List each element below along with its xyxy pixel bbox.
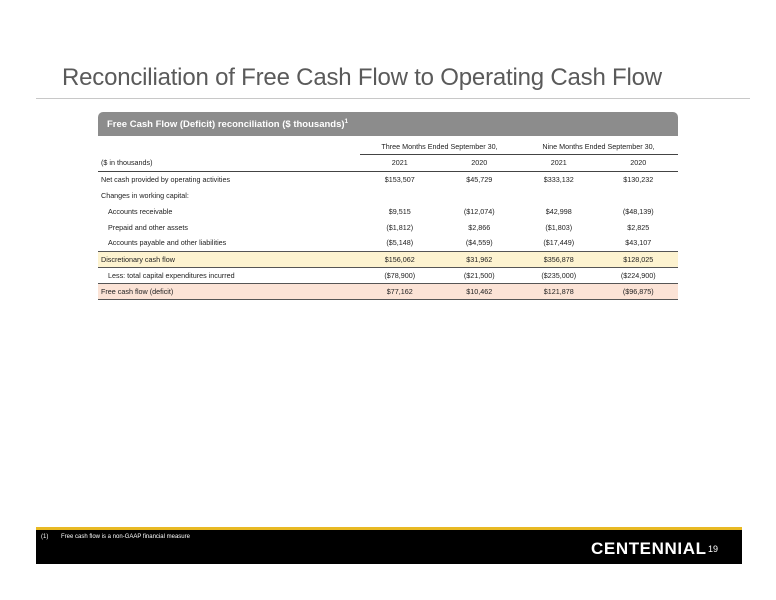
cell-value: ($12,074)	[463, 206, 495, 216]
reconciliation-grid	[98, 136, 678, 300]
footnote-text: Free cash flow is a non-GAAP financial measure	[61, 534, 190, 540]
cell-value: $121,878	[519, 283, 599, 299]
nine-months-header: Nine Months Ended September 30,	[519, 136, 678, 154]
cell-value: $9,515	[388, 206, 411, 216]
footer-bar	[36, 527, 742, 564]
cell-value	[599, 187, 679, 203]
year-header-row	[98, 154, 678, 171]
cell-value: $156,062	[360, 251, 440, 267]
unit-label: ($ in thousands)	[98, 154, 360, 171]
cell-value: $128,025	[599, 251, 679, 267]
row-label: Net cash provided by operating activities	[101, 174, 231, 184]
year-header: 2021	[360, 154, 440, 171]
row-label: Changes in working capital:	[101, 190, 189, 200]
row-label: Less: total capital expenditures incurred	[108, 270, 235, 280]
cell-value: ($5,148)	[386, 238, 414, 248]
cell-value: $10,462	[440, 283, 520, 299]
cell-value	[360, 187, 440, 203]
year-header: 2020	[440, 154, 520, 171]
year-header: 2020	[599, 154, 679, 171]
slide-title: Reconciliation of Free Cash Flow to Operating Cash Flow	[62, 64, 662, 91]
table-row-free-cash-flow	[98, 283, 678, 299]
cell-value: ($235,000)	[541, 270, 577, 280]
title-divider	[36, 98, 750, 99]
cell-value: ($4,559)	[465, 238, 493, 248]
page-number: 19	[708, 544, 719, 554]
period-header-row	[98, 136, 678, 154]
table-row-prepaid-assets	[98, 219, 678, 235]
cell-value: $333,132	[543, 174, 574, 184]
cell-value: $2,866	[468, 222, 491, 232]
footnote-marker: (1)	[41, 534, 49, 540]
cell-value: $153,507	[384, 174, 415, 184]
cell-value: ($1,812)	[386, 222, 414, 232]
fcf-reconciliation-table	[98, 112, 678, 300]
row-label: Prepaid and other assets	[108, 222, 188, 232]
year-header: 2021	[519, 154, 599, 171]
cell-value: $43,107	[625, 238, 652, 248]
table-row-capital-expenditures	[98, 267, 678, 283]
cell-value: $45,729	[466, 174, 493, 184]
period-header-blank	[98, 136, 360, 154]
cell-value: ($48,139)	[622, 206, 654, 216]
table-row-working-capital-heading	[98, 187, 678, 203]
company-logo: CENTENNIAL	[591, 539, 707, 558]
row-label: Discretionary cash flow	[98, 251, 360, 267]
footnote	[41, 534, 190, 540]
table-row-accounts-payable	[98, 235, 678, 251]
table-header-text: Free Cash Flow (Deficit) reconciliation ($ thousands)	[107, 119, 345, 131]
cell-value	[519, 187, 599, 203]
cell-value: $42,998	[545, 206, 572, 216]
footnote-ref: 1	[344, 118, 349, 125]
cell-value: $77,162	[360, 283, 440, 299]
cell-value: ($1,803)	[545, 222, 573, 232]
cell-value	[440, 187, 520, 203]
row-label: Accounts receivable	[108, 206, 173, 216]
table-row-discretionary-cash-flow	[98, 251, 678, 267]
cell-value: ($17,449)	[543, 238, 575, 248]
cell-value: $31,962	[440, 251, 520, 267]
table-header	[98, 112, 678, 134]
row-label: Free cash flow (deficit)	[98, 283, 360, 299]
cell-value: ($21,500)	[463, 270, 495, 280]
cell-value: $2,825	[627, 222, 650, 232]
table-row-accounts-receivable	[98, 203, 678, 219]
three-months-header: Three Months Ended September 30,	[360, 136, 519, 154]
cell-value: ($78,900)	[384, 270, 416, 280]
cell-value: ($224,900)	[620, 270, 656, 280]
cell-value: $130,232	[623, 174, 654, 184]
row-label: Accounts payable and other liabilities	[108, 238, 227, 248]
table-row-net-cash-operating	[98, 171, 678, 187]
cell-value: $356,878	[519, 251, 599, 267]
cell-value: ($96,875)	[599, 283, 679, 299]
